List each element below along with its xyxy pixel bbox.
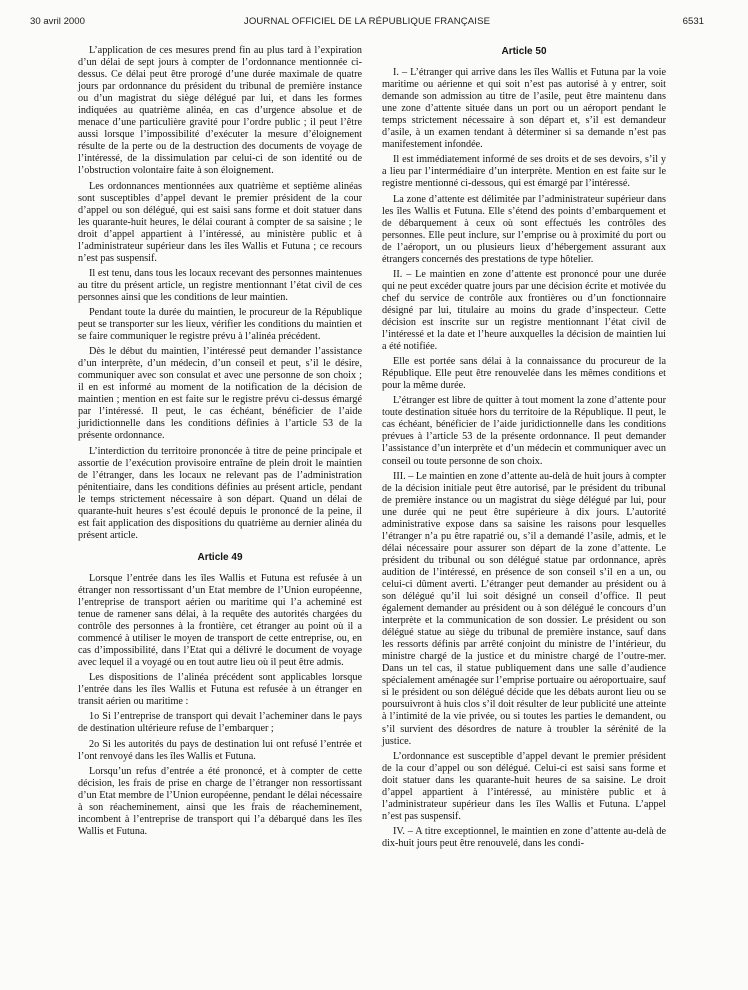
article-49-title: Article 49 [197, 551, 243, 563]
header-journal-title: JOURNAL OFFICIEL DE LA RÉPUBLIQUE FRANÇAISE [243, 16, 491, 27]
paragraph: L’application de ces mesures prend fin au plus tard à l’expiration d’un délai de sept jours à compter de l’ordonnance mentionnée ci-dessus. Ce délai peut être prorogé d’une durée maximale de quatre jours par ordonnance du président du tribunal de première instance ou d’un magistrat du siège délégué par lui, et dans les formes indiquées au quatrième alinéa, en cas d’urgence absolue et de menace d’une particulière gravité pour l’ordre public ; il peut l’être aussi lorsque l’impossibilité d’exécuter la mesure d’éloignement résulte de la perte ou de la destruction des documents de voyage de l’intéressé, de la dissimulation par celui-ci de son identité ou de l’obstruction volontaire faite à son éloignement. [78, 45, 362, 177]
paragraph: II. – Le maintien en zone d’attente est prononcé pour une durée qui ne peut excéder quatre jours par une décision écrite et motivée du chef du service de contrôle aux frontières ou d’un fonctionnaire désigné par lui, titulaire au moins du grade d’inspecteur. Cette décision est inscrite sur un registre mentionnant l’état civil de l’intéressé et la date et l’heure auxquelles la décision de maintien lui a été notifiée. [382, 268, 666, 353]
left-column [78, 45, 362, 841]
paragraph: 1o Si l’entreprise de transport qui devait l’acheminer dans le pays de destination ultérieure refuse de l’embarquer ; [78, 711, 362, 735]
paragraph: Il est immédiatement informé de ses droits et de ses devoirs, s’il y a lieu par l’intermédiaire d’un interprète. Mention en est faite sur le registre mentionné ci-dessous, qui est émargé par l’intéressé. [382, 154, 666, 190]
paragraph: IV. – A titre exceptionnel, le maintien en zone d’attente au-delà de dix-huit jours peut être renouvelé, dans les condi- [382, 825, 666, 849]
paragraph: La zone d’attente est délimitée par l’administrateur supérieur dans les îles Wallis et Futuna. Elle s’étend des points d’embarquement et de débarquement à ceux où sont effectués les contrôles des personnes. Elle peut inclure, sur l’emprise ou à proximité du port ou de l’aéroport, un ou plusieurs lieux d’hébergement assurant aux étrangers concernés des prestations de type hôtelier. [382, 193, 666, 265]
paragraph: Elle est portée sans délai à la connaissance du procureur de la République. Elle peut être renouvelée dans les mêmes conditions et pour la même durée. [382, 356, 666, 392]
header-date: 30 avril 2000 [30, 16, 85, 27]
paragraph: Pendant toute la durée du maintien, le procureur de la République peut se transporter sur les lieux, vérifier les conditions du maintien et se faire communiquer le registre prévu à l’alinéa précédent. [78, 306, 362, 343]
paragraph: L’interdiction du territoire prononcée à titre de peine principale et assortie de l’exécution provisoire entraîne de plein droit le maintien de l’étranger, dans les locaux ne relevant pas de l’administration pénitentiaire, dans les conditions définies au présent article, pendant le temps strictement nécessaire à son départ. Quand un délai de quarante-huit heures s’est écoulé depuis le prononcé de la peine, il est fait application des dispositions du quatrième au dernier alinéa du présent article. [78, 445, 362, 541]
paragraph: Les dispositions de l’alinéa précédent sont applicables lorsque l’entrée dans les îles Wallis et Futuna est refusée à un étranger en transit aérien ou maritime : [78, 672, 362, 708]
article-50-title: Article 50 [501, 46, 547, 57]
right-column [382, 45, 666, 853]
paragraph: Il est tenu, dans tous les locaux recevant des personnes maintenues au titre du présent article, un registre mentionnant l’état civil de ces personnes ainsi que les conditions de leur maintien. [78, 267, 362, 303]
paragraph: 2o Si les autorités du pays de destination lui ont refusé l’entrée et l’ont renvoyé dans les îles Wallis et Futuna. [78, 738, 362, 762]
paragraph: Lorsqu’un refus d’entrée a été prononcé, et à compter de cette décision, les frais de prise en charge de l’étranger non ressortissant d’un Etat membre de l’Union européenne, pendant le délai nécessaire à son réacheminement, ainsi que les frais de réacheminement, incombent à l’entreprise de transport qui l’a débarqué dans les îles Wallis et Futuna. [78, 765, 362, 837]
page-header [30, 16, 704, 32]
paragraph: Dès le début du maintien, l’intéressé peut demander l’assistance d’un interprète, d’un médecin, d’un conseil et peut, s’il le désire, communiquer avec son consulat et avec une personne de son choix ; il en est informé au moment de la notification de la décision de maintien ; mention en est faite sur le registre prévu ci-dessus émargé par l’intéressé. Il peut, le cas échéant, bénéficier de l’aide juridictionnelle dans les conditions définies à l’article 53 de la présente ordonnance. [78, 346, 362, 442]
paragraph: III. – Le maintien en zone d’attente au-delà de huit jours à compter de la décision initiale peut être autorisé, par le président du tribunal de première instance ou un magistrat du siège délégué par lui, pour une durée qui ne peut être supérieure à dix jours. L’autorité administrative expose dans sa saisine les raisons pour lesquelles l’étranger n’a pu être rapatrié ou, s’il a demandé l’asile, admis, et le délai nécessaire pour assurer son départ de la zone d’attente. Le président du tribunal ou son délégué statue par ordonnance, après audition de l’intéressé, en présence de son conseil s’il en a un, ou celui-ci dûment averti. L’étranger peut demander au président ou à son délégué qu’il lui soit désigné un conseil d’office. Il peut également demander au président ou à son délégué le concours d’un interprète et la communication de son dossier. Le président ou son délégué statue au siège du tribunal de première instance, sauf dans les ressorts définis par arrêté conjoint du ministre de l’intérieur, du ministre chargé de la justice et du ministre chargé de l’outre-mer. Dans un tel cas, il statue publiquement dans une salle d’audience spécialement aménagée sur l’emprise portuaire ou aéroportuaire, sauf si le président ou son délégué décide que les débats auront lieu ou se poursuivront à huis clos s’il doit résulter de leur publicité une atteinte à l’intimité de la vie privée, ou si toutes les parties le demandent, ou s’il survient des désordres de nature à troubler la sérénité de la justice. [382, 470, 666, 747]
paragraph: L’étranger est libre de quitter à tout moment la zone d’attente pour toute destination située hors du territoire de la République. Il peut, le cas échéant, bénéficier de l’aide juridictionnelle dans les conditions prévues à l’article 53 de la présente ordonnance. Il peut demander l’assistance d’un interprète et d’un médecin et communiquer avec un conseil ou toute personne de son choix. [382, 395, 666, 467]
paragraph: L’ordonnance est susceptible d’appel devant le premier président de la cour d’appel ou son délégué. Celui-ci est saisi sans forme et doit statuer dans les quarante-huit heures de sa saisine. Le droit d’appel appartient à l’intéressé, au ministère public et à l’administrateur supérieur dans les îles Wallis et Futuna. L’appel n’est pas suspensif. [382, 750, 666, 822]
header-page-number: 6531 [682, 16, 704, 27]
paragraph: I. – L’étranger qui arrive dans les îles Wallis et Futuna par la voie maritime ou aérienne et qui soit n’est pas autorisé à y entrer, soit demande son admission au titre de l’asile, peut être maintenu dans une zone d’attente située dans un port ou un aéroport pendant le temps strictement nécessaire à son départ et, s’il est demandeur d’asile, à un examen tendant à déterminer si sa demande n’est pas manifestement infondée. [382, 67, 666, 151]
paragraph: Les ordonnances mentionnées aux quatrième et septième alinéas sont susceptibles d’appel devant le premier président de la cour d’appel ou son délégué, qui est saisi sans forme et doit statuer dans les quarante-huit heures, le délai courant à compter de sa saisine ; le droit d’appel appartient à l’intéressé, au ministère public et à l’administrateur supérieur dans les îles Wallis et Futuna ; ce recours n’est pas suspensif. [78, 180, 362, 264]
paragraph: Lorsque l’entrée dans les îles Wallis et Futuna est refusée à un étranger non ressortissant d’un Etat membre de l’Union européenne, l’entreprise de transport aérien ou maritime qui l’a acheminé est tenue de ramener sans délai, à la requête des autorités chargées du contrôle des personnes à la frontière, cet étranger au point où il a commencé à utiliser le moyen de transport de cette entreprise, ou, en cas d’impossibilité, dans l’Etat qui a délivré le document de voyage avec lequel il a voyagé ou en tout autre lieu où il peut être admis. [78, 572, 362, 669]
